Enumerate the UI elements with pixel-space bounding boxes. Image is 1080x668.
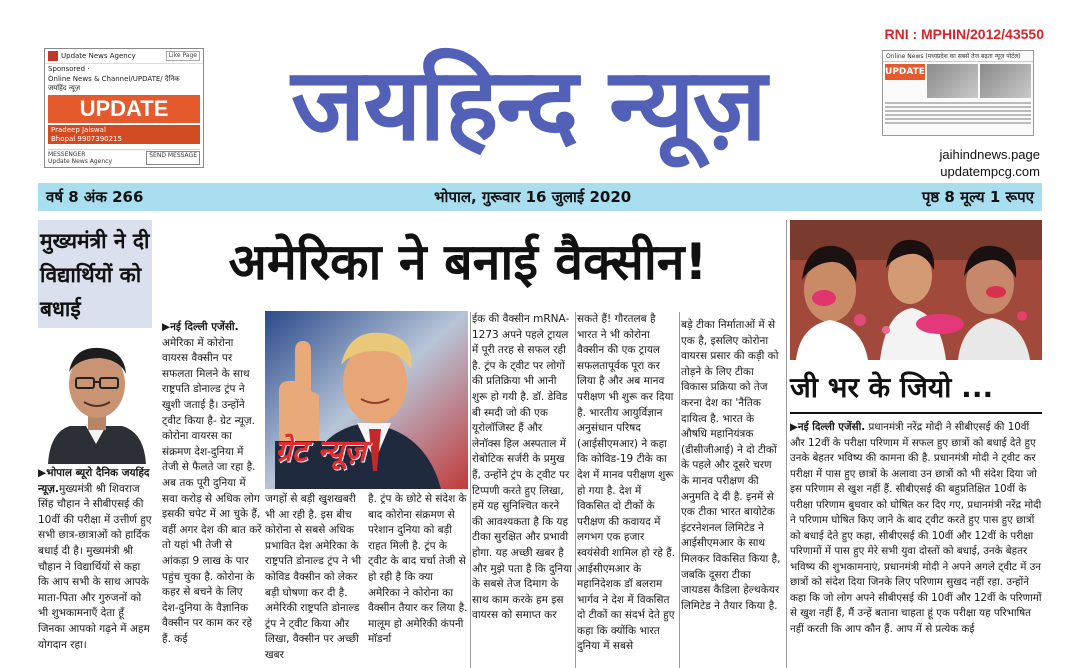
left-story-byline: ▶भोपाल ब्यूरो दैनिक जयहिंद न्यूज़. xyxy=(38,467,150,495)
online-edition-update: UPDATE xyxy=(885,64,925,80)
students-celebration-photo xyxy=(790,220,1042,360)
left-story-headline: मुख्यमंत्री ने दी विद्यार्थियों को बधाई xyxy=(38,220,152,328)
chief-minister-photo xyxy=(40,332,152,464)
ad-contact-name: Pradeep Jaiswal xyxy=(51,126,106,135)
main-story-col4-text: ईक की वैक्सीन mRNA-1273 अपने पहले ट्रायल में पूरी तरह से सफल रही है. ट्रंप के ट्वीट पर लोगों की प्रतिक्रिया भी आनी शुरू हो गयी है. डॉ. डेविड बी स्मदी जो की एक यूरोलॉजिस्ट हैं और लेनॉक्स हिल अस्पताल में रोबोटिक सर्जरी के प्रमुख हैं, उन्होंने ट्रंप के ट्वीट पर टिप्पणी करते हुए लिखा, हमें यह सुनिश्चित करने की आवश्यकता है कि यह टीका सुरक्षित और प्रभावी होगा. यह अच्छी खबर है और मुझे पता है कि दुनिया के सबसे तेज दिमाग के साथ काम करके हम इस वायरस को समाप्त कर xyxy=(472,313,572,622)
dateline-bar xyxy=(38,183,1042,211)
main-story-byline: ▶नई दिल्ली एजेंसी. xyxy=(162,321,239,333)
online-edition-thumbnail[interactable] xyxy=(882,50,1034,136)
main-story-col5-text: सकते हैं! गौरतलब है भारत ने भी कोरोना वैक्सीन की एक ट्रायल सफलतापूर्वक पूरा कर लिया है और अब मानव परीक्षण भी शुरू कर दिया है. भारतीय आयुर्विज्ञान अनुसंधान परिषद (आईसीएमआर) ने कहा कि कोविड-19 टीके का देश में मानव परीक्षण शुरू हो गया है. देश में विकसित दो टीकों के परीक्षण की कवायद में लगभग एक हजार स्वयंसेवी शामिल हो रहे हैं. आईसीएमआर के महानिदेशक डॉ बलराम भार्गव ने देश में विकसित दो टीकों का संदर्भ देते हुए कहा कि क्योंकि भारत दुनिया में सबसे xyxy=(577,313,676,653)
main-story-col3-text: है. ट्रंप के छोटे से संदेश के बाद कोरोना संक्रमण से परेशान दुनिया को बड़ी राहत मिली है. ट्रंप के ट्वीट के बाद चर्चा तेजी से हो रही है कि क्या अमेरिका ने कोरोना का वैक्सीन तैयार कर लिया है. मालूम हो अमेरिकी कंपनी मॉडर्ना xyxy=(368,493,468,646)
right-story-text: प्रधानमंत्री नरेंद्र मोदी ने सीबीएसई की 10वीं और 12वीं के परीक्षा परिणाम में सफल हुए छात्रों को बधाई देते हुए उनके बेहतर भविष्य की कामना की है. प्रधानमंत्री मोदी ने ट्वीट कर परीक्षा में पास हुए छात्रों के अलावा उन छात्रों को भी संदेश दिया जो इस परिणाम से खुश नहीं हैं. सीबीएसई की बहुप्रतिक्षित 10वीं के परीक्षा परिणाम बुधवार को घोषित कर दिए गए, प्रधानमंत्री नरेंद्र मोदी ने परिणाम घोषित किए जाने के बाद ट्वीट करते हुए पास हुए छात्रों को बधाई देते हुए कहा, सीबीएसई की 10वीं और 12वीं के परीक्षा परिणामों में पास हुए मेरे सभी युवा दोस्तों को बधाई, उनके बेहतर भविष्य की शुभकामनाएं, प्रधानमंत्री मोदी ने अपने अगले ट्वीट में उन छात्रों को संदेश दिया जिनके लिए परिणाम सुखद नहीं रहा. उन्होंने कहा कि जो लोग अपने सीबीएसई की 10वीं और 12वीं के परिणामों से खुश नहीं हैं, मैं उन्हें बताना चाहता हूं एक परीक्षा यह परिभाषित नहीं करती कि आप कौन हैं. आप में से प्रत्येक कई xyxy=(790,421,1042,635)
site-link-updatempcg[interactable]: updatempcg.com xyxy=(940,164,1040,179)
trump-photo xyxy=(265,311,468,489)
agency-logo-icon xyxy=(48,51,58,61)
left-story-text: मुख्यमंत्री श्री शिवराज सिंह चौहान ने सीबीएसई की 10वीं की परीक्षा में उत्तीर्ण हुए सभी छात्र-छात्राओं को हार्दिक बधाई दी है। मुख्यमंत्री श्री चौहान ने विद्यार्थियों से कहा कि आप सभी के साथ आपके माता-पिता और गुरुजनों को भी शुभकामनाएँ देता हूँ जिनका आपको गढ़ने में अहम योगदान रहा। xyxy=(38,482,152,651)
main-story-column-3 xyxy=(368,492,468,668)
online-edition-heading: Online News (मध्यप्रदेश का सबसे तेज बढ़ता न्यूज़ पोर्टल) xyxy=(883,51,1033,62)
newspaper-masthead: जयहिन्द न्यूज़ xyxy=(291,46,765,163)
update-news-ad[interactable] xyxy=(44,48,204,168)
online-edition-row xyxy=(883,62,1033,100)
main-headline: अमेरिका ने बनाई वैक्सीन! xyxy=(228,233,708,291)
ad-header xyxy=(45,49,203,64)
photo-caption-great-news: ग्रेट न्यूज़ xyxy=(275,434,366,469)
messenger-label: MESSENGER xyxy=(48,150,86,158)
right-story-body xyxy=(790,420,1042,668)
column-divider xyxy=(786,220,787,668)
right-story-headline: जी भर के जियो ... xyxy=(790,362,1042,414)
main-story-column-4 xyxy=(472,312,572,668)
online-edition-photo-2 xyxy=(980,64,1031,98)
online-edition-photo xyxy=(927,64,978,98)
students-celebration-drawing xyxy=(790,220,1042,360)
online-edition-text-lines xyxy=(883,102,1033,124)
publication-date: भोपाल, गुरूवार 16 जुलाई 2020 xyxy=(434,188,632,206)
site-link-jaihind[interactable]: jaihindnews.page xyxy=(939,147,1040,162)
column-divider xyxy=(575,312,576,668)
ad-sponsored: Sponsored · xyxy=(48,65,90,73)
main-story-column-1 xyxy=(162,320,262,668)
ad-footer xyxy=(48,149,200,165)
column-divider xyxy=(679,312,680,668)
main-story-column-2 xyxy=(265,492,365,668)
like-page-button[interactable]: Like Page xyxy=(166,51,200,60)
ad-messenger xyxy=(48,151,112,165)
rni-number: RNI : MPHIN/2012/43550 xyxy=(884,26,1044,42)
ad-agency-name: Update News Agency xyxy=(61,51,136,60)
main-story-column-5 xyxy=(577,312,677,668)
ad-update-banner: UPDATE xyxy=(48,95,200,123)
column-divider xyxy=(470,312,471,668)
website-links xyxy=(940,146,1040,180)
main-story-column-6 xyxy=(681,318,781,668)
left-story-body xyxy=(38,466,152,668)
page-price: पृष्ठ 8 मूल्य 1 रूपए xyxy=(921,188,1034,206)
ad-contact xyxy=(48,125,200,144)
main-story-col2-text: जगहों से बड़ी खुशखबरी भी आ रही है. इस बीच कोरोना से सबसे अधिक प्रभावित देश अमेरिका के राष्ट्रपति डोनाल्ड ट्रंप ने भी कोविड वैक्सीन को लेकर बड़ी घोषणा कर दी है. अमेरिकी राष्ट्रपति डोनाल्ड ट्रंप ने ट्वीट किया और लिखा, वैक्सीन पर अच्छी खबर xyxy=(265,493,362,661)
issue-number: वर्ष 8 अंक 266 xyxy=(46,188,144,206)
messenger-agency: Update News Agency xyxy=(48,157,113,165)
main-story-col1-text: अमेरिका में कोरोना वायरस वैक्सीन पर सफलता मिलने के साथ राष्ट्रपति डोनाल्ड ट्रंप ने खुशी जताई है। उन्होंने ट्वीट किया है- ग्रेट न्यूज़. कोरोना वायरस का संक्रमण देश-दुनिया में तेजी से फैलते जा रहा है. अब तक पूरी दुनिया में सवा करोड़ से अधिक लोग इसकी चपेट में आ चुके हैं, वहीं अगर देश की बात करें तो यहां भी तेजी से आंकड़ा 9 लाख के पार पहुंच चुका है. कोरोना के कहर से बचने के लिए देश-दुनिया के वैज्ञानिक वैक्सीन पर काम कर रहे हैं. कई xyxy=(162,336,262,645)
send-message-button[interactable]: SEND MESSAGE xyxy=(146,151,200,165)
ad-contact-phone: Bhopal 9907390215 xyxy=(51,134,122,143)
main-story-col6-text: बड़े टीका निर्माताओं में से एक है, इसलिए कोरोना वायरस प्रसार की कड़ी को तोड़ने के लिए टीका विकास प्रक्रिया को तेज करना देश का 'नैतिक दायित्व है. भारत के औषधि महानियंत्रक (डीसीजीआई) ने दो टीकों के पहले और दूसरे चरण के मानव परीक्षण की अनुमति दे दी है. इनमें से एक टीका भारत बायोटेक इंटरनेशनल लिमिटेड ने आईसीएमआर के साथ मिलकर विकसित किया है, जबकि दूसरा टीका जायडस कैडिला हेल्थकेयर लिमिटेड ने तैयार किया है. xyxy=(681,319,781,612)
right-story-byline: ▶नई दिल्ली एजेंसी. xyxy=(790,421,866,433)
ad-tagline: Online News & Channel/UPDATE/ दैनिक जयहिंद न्यूज़ xyxy=(48,75,180,92)
